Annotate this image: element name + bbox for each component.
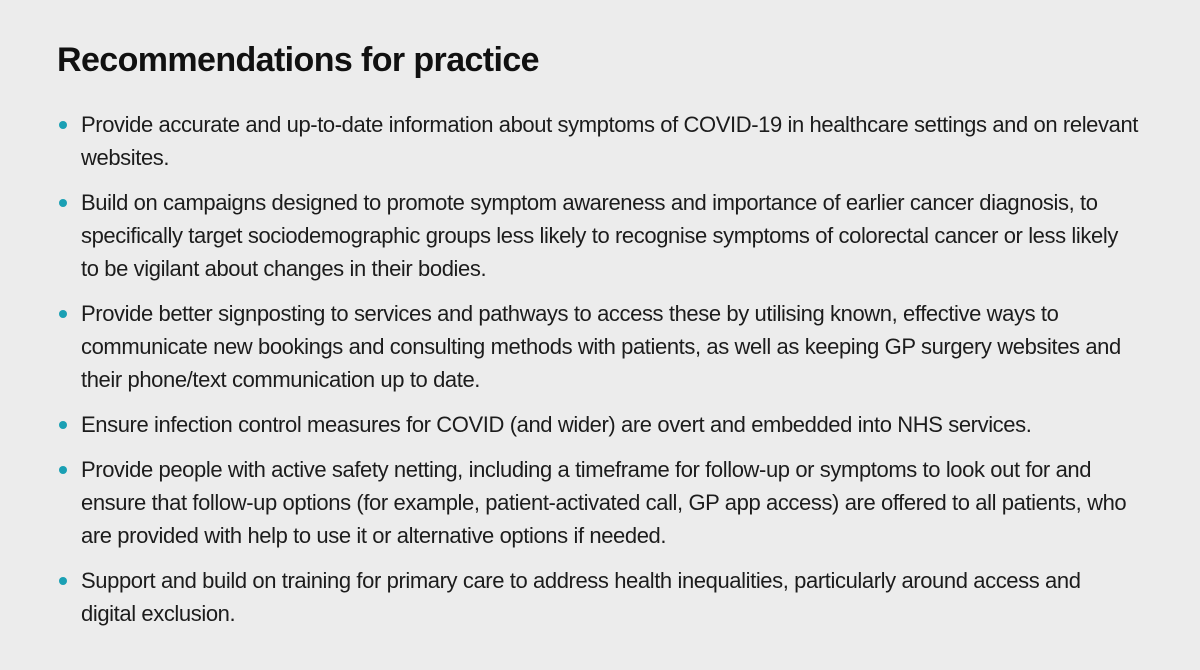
recommendation-text: Build on campaigns designed to promote symptom awareness and importance of earlier cancer diagnosis, to specifically target sociodemographic groups less likely to recognise symptoms of colorectal cancer or less likely to be vigilant about changes in their bodies. [81,190,1118,281]
recommendation-item [57,453,1140,552]
recommendation-item [57,564,1140,630]
bullet-dot-icon [59,121,67,129]
recommendation-text: Provide accurate and up-to-date information about symptoms of COVID-19 in healthcare settings and on relevant websites. [81,112,1139,170]
recommendation-text: Provide people with active safety netting, including a timeframe for follow-up or symptoms to look out for and ensure that follow-up options (for example, patient-activated call, GP app access) are offered to all patients, who are provided with help to use it or alternative options if needed. [81,457,1127,548]
recommendation-text: Provide better signposting to services and pathways to access these by utilising known, effective ways to communicate new bookings and consulting methods with patients, as well as keeping GP surgery websites and their phone/text communication up to date. [81,301,1121,392]
recommendation-item [57,186,1140,285]
recommendation-item [57,297,1140,396]
panel-title: Recommendations for practice [57,41,539,79]
recommendation-text: Ensure infection control measures for COVID (and wider) are overt and embedded into NHS services. [81,412,1032,437]
recommendation-item [57,108,1140,174]
bullet-dot-icon [59,199,67,207]
bullet-dot-icon [59,421,67,429]
recommendation-text: Support and build on training for primary care to address health inequalities, particularly around access and digital exclusion. [81,568,1081,626]
recommendation-item [57,408,1140,441]
recommendation-list [57,108,1140,630]
bullet-dot-icon [59,310,67,318]
bullet-dot-icon [59,577,67,585]
bullet-dot-icon [59,466,67,474]
